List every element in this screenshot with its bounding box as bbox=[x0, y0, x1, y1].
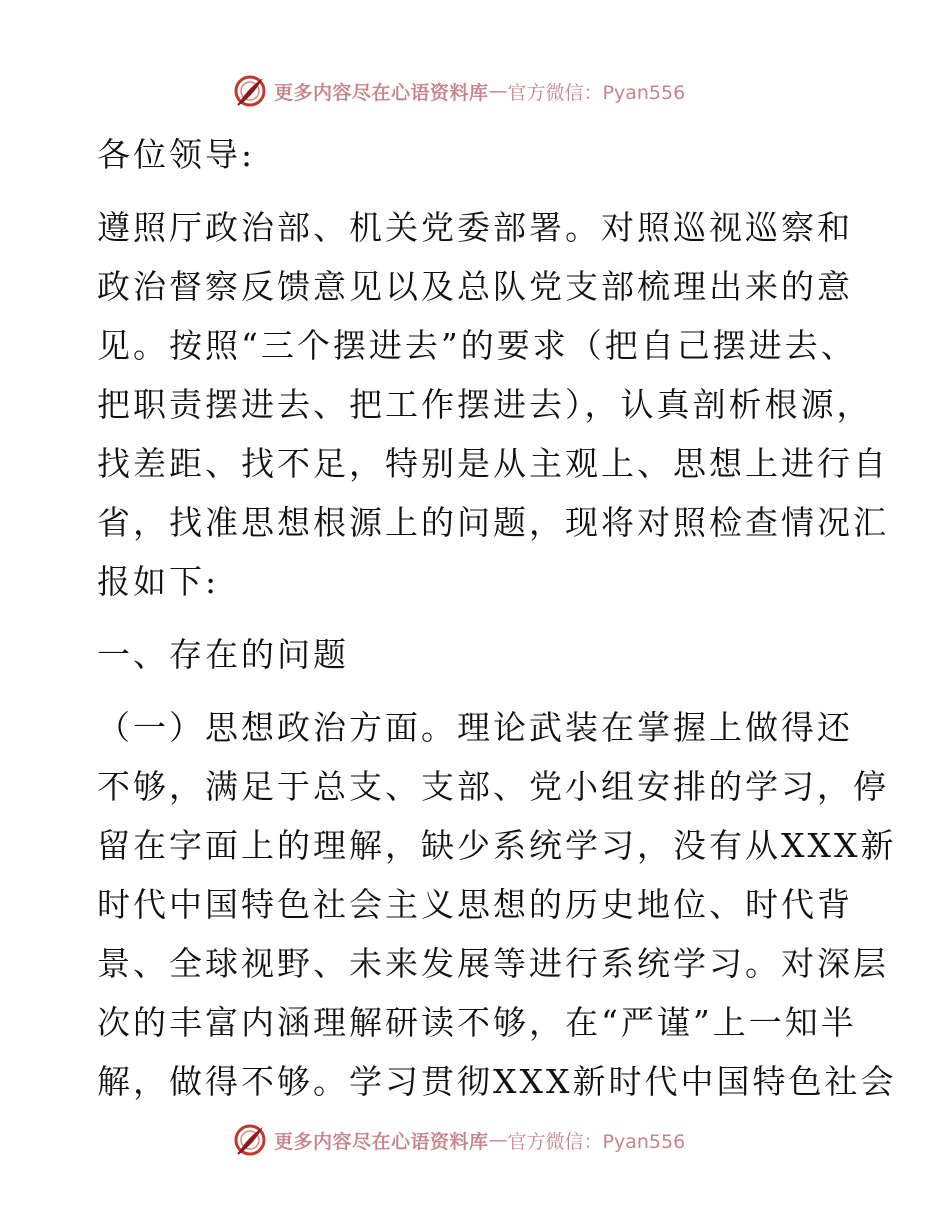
watermark-separator: — bbox=[488, 80, 508, 102]
intro-line: 见。按照“三个摆进去”的要求（把自己摆进去、 bbox=[97, 326, 857, 365]
section-line: 不够，满足于总支、支部、党小组安排的学习，停 bbox=[97, 767, 889, 806]
document-body bbox=[97, 125, 897, 1111]
intro-line: 省，找准思想根源上的问题，现将对照检查情况汇 bbox=[97, 503, 889, 542]
watermark-contact: 官方微信：Pyan556 bbox=[507, 1130, 686, 1153]
section-line: 次的丰富内涵理解研读不够，在“严谨”上一知半 bbox=[97, 1003, 857, 1042]
salutation: 各位领导: bbox=[97, 135, 256, 174]
section-line: 解，做得不够。学习贯彻XXX新时代中国特色社会 bbox=[97, 1062, 897, 1101]
intro-line: 找差距、找不足，特别是从主观上、思想上进行自 bbox=[97, 444, 889, 483]
watermark-header bbox=[232, 71, 685, 111]
section-heading: 一、存在的问题 bbox=[97, 635, 349, 674]
watermark-contact: 官方微信：Pyan556 bbox=[507, 81, 686, 104]
intro-line: 报如下: bbox=[97, 562, 220, 601]
watermark-separator: — bbox=[488, 1129, 508, 1151]
section-line: 留在字面上的理解，缺少系统学习，没有从XXX新 bbox=[97, 826, 897, 865]
section-line: 景、全球视野、未来发展等进行系统学习。对深层 bbox=[97, 944, 889, 983]
intro-line: 把职责摆进去、把工作摆进去），认真剖析根源， bbox=[97, 385, 873, 424]
watermark-text: 更多内容尽在心语资料库 bbox=[274, 81, 489, 104]
section-line: （一）思想政治方面。理论武装在掌握上做得还 bbox=[97, 708, 853, 747]
intro-line: 政治督察反馈意见以及总队党支部梳理出来的意 bbox=[97, 267, 853, 306]
watermark-text: 更多内容尽在心语资料库 bbox=[274, 1130, 489, 1153]
section-line: 时代中国特色社会主义思想的历史地位、时代背 bbox=[97, 885, 853, 924]
feather-pen-logo-icon bbox=[232, 73, 268, 109]
intro-line: 遵照厅政治部、机关党委部署。对照巡视巡察和 bbox=[97, 208, 853, 247]
watermark-footer bbox=[232, 1120, 685, 1160]
feather-pen-logo-icon bbox=[232, 1122, 268, 1158]
